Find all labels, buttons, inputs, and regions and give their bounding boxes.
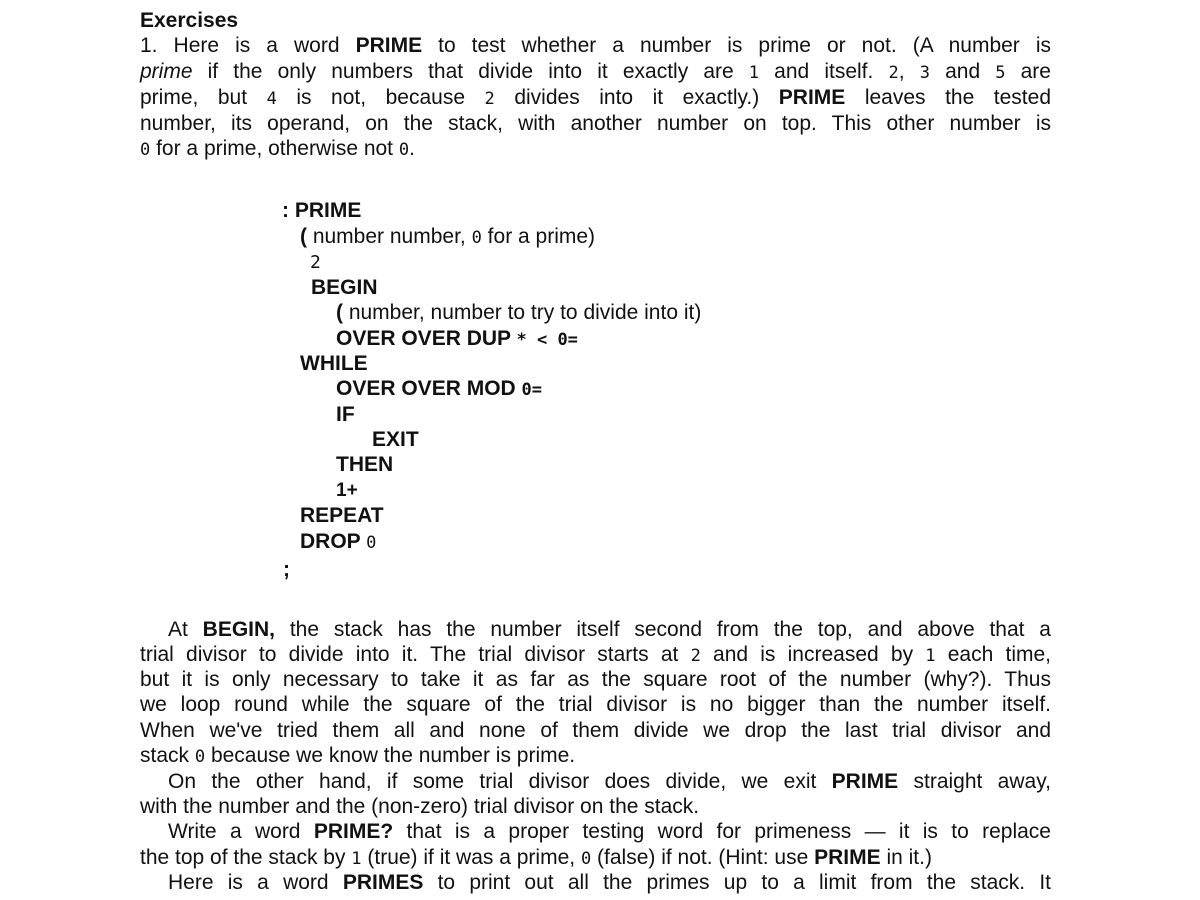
- code-repeat: REPEAT: [300, 504, 384, 527]
- code-definition: : PRIME: [282, 199, 362, 222]
- code-literal-two: 2: [310, 252, 321, 273]
- intro-line-1: 1. Here is a word PRIME to test whether a number is prime or not. (A number is: [140, 34, 1051, 57]
- code-increment: 1+: [336, 480, 358, 501]
- code-drop: DROP 0: [300, 530, 377, 553]
- intro-line-4: number, its operand, on the stack, with another number on top. This other number is: [140, 112, 1051, 135]
- para1-line-5: When we've tried them all and none of them divide we drop the last trial divisor and: [140, 719, 1051, 742]
- code-while: WHILE: [300, 352, 368, 375]
- code-over-over-dup: OVER OVER DUP * < 0=: [336, 327, 578, 350]
- para1-line-4: we loop round while the square of the trial divisor is no bigger than the number itself.: [140, 693, 1051, 716]
- para1-line-3: but it is only necessary to take it as far as the square root of the number (why?). Thus: [140, 668, 1051, 691]
- para2-line-2: with the number and the (non-zero) trial divisor on the stack.: [140, 795, 700, 818]
- intro-line-3: prime, but 4 is not, because 2 divides into it exactly.) PRIME leaves the tested: [140, 86, 1051, 109]
- code-stack-comment: ( number number, 0 for a prime): [300, 225, 596, 248]
- code-loop-comment: ( number, number to try to divide into it): [336, 301, 702, 324]
- code-if: IF: [336, 403, 355, 426]
- code-begin: BEGIN: [311, 276, 378, 299]
- intro-line-2: prime if the only numbers that divide into it exactly are 1 and itself. 2, 3 and 5 are: [140, 60, 1051, 83]
- code-over-over-mod: OVER OVER MOD 0=: [336, 377, 543, 400]
- para3-line-2: the top of the stack by 1 (true) if it was a prime, 0 (false) if not. (Hint: use PRIME in it.): [140, 846, 932, 869]
- para1-line-6: stack 0 because we know the number is prime.: [140, 744, 576, 767]
- para2-line-1: On the other hand, if some trial divisor does divide, we exit PRIME straight away,: [168, 770, 1051, 793]
- code-then: THEN: [336, 453, 394, 476]
- intro-line-5: 0 for a prime, otherwise not 0.: [140, 137, 415, 160]
- code-semicolon: ;: [283, 558, 290, 581]
- code-exit: EXIT: [372, 428, 419, 451]
- section-heading: Exercises: [140, 9, 239, 32]
- para1-line-1: At BEGIN, the stack has the number itself second from the top, and above that a: [168, 618, 1051, 641]
- para3-line-1: Write a word PRIME? that is a proper testing word for primeness — it is to replace: [168, 820, 1051, 843]
- para1-line-2: trial divisor to divide into it. The trial divisor starts at 2 and is increased by 1 each time,: [140, 643, 1052, 666]
- para4-line-1: Here is a word PRIMES to print out all the primes up to a limit from the stack. It: [168, 871, 1051, 894]
